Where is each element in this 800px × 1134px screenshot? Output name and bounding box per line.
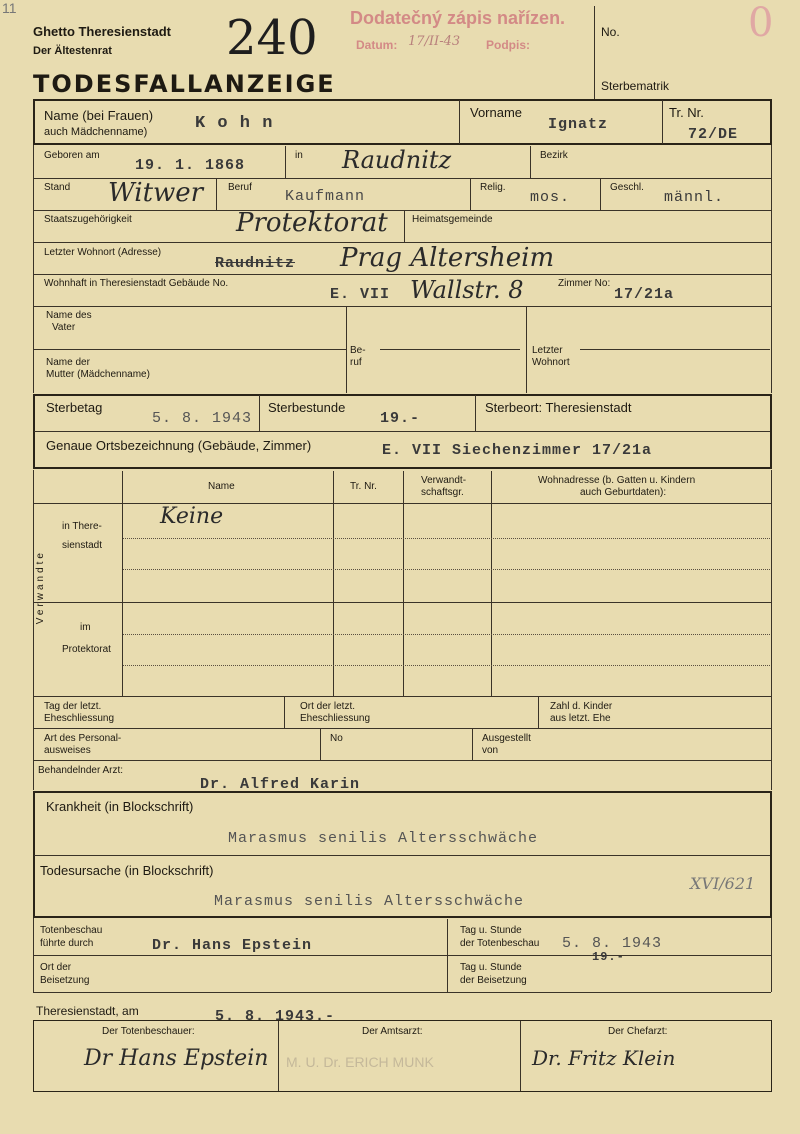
divider [530,146,531,178]
stand-label: Stand [44,182,71,193]
dotted-line [123,665,770,666]
divider [333,471,334,696]
left-border [33,470,34,790]
zimmer-value: 17/21a [614,286,675,303]
row-line [34,431,770,432]
ursache-value: Marasmus senilis Altersschwäche [214,893,525,910]
wohnhaft-label: Wohnhaft in Theresienstadt Gebäude No. [44,278,229,289]
krankheit-label: Krankheit (in Blockschrift) [46,799,194,814]
divider [600,179,601,210]
row-line [33,992,771,993]
divider [284,697,285,728]
dotted-line [123,569,770,570]
stamp-additional-entry: Dodatečný zápis nařízen. [350,8,566,28]
footer-date: 5. 8. 1943.- [215,1008,336,1025]
divider [403,471,404,696]
geboren-label: Geboren am [44,150,100,161]
signature-chefarzt: Dr. Fritz Klein [532,1046,676,1070]
no-label: No. [601,25,620,39]
ort-beisetzung-label-2: Beisetzung [40,975,90,986]
in-label: in [295,150,303,161]
col-trnr: Tr. Nr. [350,481,377,492]
divider [216,179,217,210]
divider [320,729,321,760]
stamp-datum-label: Datum: [356,38,398,52]
tag-beisetzung-label-2: der Beisetzung [460,975,527,986]
divider [404,211,405,242]
stand-value: Witwer [108,178,204,208]
surname-value: K o h n [195,114,274,133]
wohnhaft-value: E. VII [330,286,391,303]
beschau-value: Dr. Hans Epstein [152,937,313,954]
col-verwandt: Verwandt- [421,475,467,486]
tag-beisetzung-label: Tag u. Stunde [460,962,522,973]
vorname-label: Vorname [470,105,523,120]
wohnort-struck: Raudnitz [215,255,296,272]
signature-epstein: Dr Hans Epstein [84,1046,269,1071]
divider [346,307,347,393]
in-there-label: in There- [62,521,102,532]
beschau-label-2: führte durch [40,938,94,949]
bezirk-label: Bezirk [540,150,568,161]
col-wohn: Wohnadresse (b. Gatten u. Kindern [538,475,696,486]
stamp-munk: M. U. Dr. ERICH MUNK [286,1054,434,1070]
ursache-label: Todesursache (in Blockschrift) [40,863,214,878]
row-line [380,349,520,350]
tag-beschau-label-2: der Totenbeschau [460,938,540,949]
stamp-datum-value: 17/II-43 [408,34,461,49]
trnr-value: 72/DE [688,126,739,143]
amtsarzt-label: Der Amtsarzt: [362,1026,423,1037]
row-line [34,855,770,856]
ghetto-name: Ghetto Theresienstadt [33,24,171,39]
ort-beisetzung-label: Ort der [40,962,72,973]
divider [122,471,123,696]
form-title: TODESFALLANZEIGE [33,70,336,98]
header-divider [594,6,595,100]
left-border [33,145,34,393]
divider [278,1021,279,1091]
sterbetag-label: Sterbetag [46,400,103,415]
geschl-value: männl. [664,189,725,206]
name-label: Name (bei Frauen) [44,108,154,123]
corner-number: 11 [2,0,17,16]
keine-value: Keine [160,504,224,529]
dotted-line [123,634,770,635]
tag-beschau-hour: 19.- [592,950,625,964]
krankheit-value: Marasmus senilis Altersschwäche [228,830,539,847]
wohnort-label: Letzter Wohnort (Adresse) [44,247,162,258]
ort-ehe-label: Ort der letzt. [300,701,356,712]
divider [470,179,471,210]
geschl-label: Geschl. [610,182,644,193]
beruf-value: Kaufmann [285,188,366,205]
sterbetag-value: 5. 8. 1943 [152,410,253,427]
tag-beschau-label: Tag u. Stunde [460,925,522,936]
arzt-label: Behandelnder Arzt: [38,765,124,776]
divider [285,146,286,178]
beruf2-label: Be- [350,345,366,356]
wohnort-value: Prag Altersheim [340,243,555,273]
right-border [771,145,772,393]
row-line [33,349,346,350]
tag-beschau-value: 5. 8. 1943 [562,935,663,952]
divider [459,100,460,144]
divider [538,697,539,728]
sterbeort-label: Sterbeort: Theresienstadt [485,400,632,415]
relig-label: Relig. [480,182,506,193]
divider [662,100,663,144]
chefarzt-label: Der Chefarzt: [608,1026,668,1037]
kinder-label-2: aus letzt. Ehe [550,713,611,724]
personal-no-label: No [330,733,343,744]
divider [491,471,492,696]
no-handwritten: 0 [748,0,774,46]
relig-value: mos. [530,189,571,206]
row-line [33,503,771,504]
arzt-value: Dr. Alfred Karin [200,776,361,793]
ausgestellt-label-2: von [482,745,499,756]
geboren-value: 19. 1. 1868 [135,157,246,174]
divider [520,1021,521,1091]
genaue-value: E. VII Siechenzimmer 17/21a [382,442,653,459]
mutter-label-2: Mutter (Mädchenname) [46,369,150,380]
vater-label: Name des [46,310,92,321]
vater-label-2: Vater [52,322,76,333]
staats-value: Protektorat [236,208,388,238]
beruf-label: Beruf [228,182,252,193]
im-label: im [80,622,91,633]
in-there-label-2: sienstadt [62,540,103,551]
personal-label: Art des Personal- [44,733,122,744]
row-line [33,274,771,275]
staats-label: Staatszugehörigkeit [44,214,132,225]
kinder-label: Zahl d. Kinder [550,701,613,712]
sterbematrik-label: Sterbematrik [601,79,670,93]
ehe-label-2: Eheschliessung [44,713,115,724]
divider [472,729,473,760]
genaue-label: Genaue Ortsbezeichnung (Gebäude, Zimmer) [46,438,312,453]
place-label: Theresienstadt, am [36,1004,139,1018]
wohnort2-label: Wohnort [532,357,570,368]
vorname-value: Ignatz [548,116,609,133]
row-line [33,602,771,603]
protektorat-label: Protektorat [62,644,111,655]
personal-label-2: ausweises [44,745,91,756]
row-line [33,955,771,956]
letzter-label: Letzter [532,345,563,356]
wohnhaft-hand: Wallstr. 8 [410,276,524,304]
ehe-label: Tag der letzt. [44,701,102,712]
totenbeschauer-label: Der Totenbeschauer: [102,1026,195,1037]
zimmer-label: Zimmer No: [558,278,611,289]
sterbestunde-value: 19.- [380,410,421,427]
ort-ehe-label-2: Eheschliessung [300,713,371,724]
name-label-2: auch Mädchenname) [44,126,148,138]
right-border [771,470,772,790]
row-line [33,210,771,211]
row-line [33,728,771,729]
ausgestellt-label: Ausgestellt [482,733,531,744]
row-line [33,696,771,697]
council-name: Der Ältestenrat [33,45,112,57]
mutter-label: Name der [46,357,90,368]
trnr-label: Tr. Nr. [669,105,704,120]
handwritten-number: 240 [226,10,318,66]
dotted-line [123,538,770,539]
divider [475,395,476,431]
beruf2-label-2: ruf [350,357,362,368]
divider [259,395,260,431]
row-line [580,349,770,350]
row-line [33,306,771,307]
beschau-label: Totenbeschau [40,925,103,936]
birthplace-value: Raudnitz [342,146,452,174]
heimat-label: Heimatsgemeinde [412,214,493,225]
col-verwandt-2: schaftsgr. [421,487,464,498]
verwandte-side-label: Verwandte [35,550,46,625]
margin-note: XVI/621 [690,874,756,893]
stamp-podpis-label: Podpis: [486,38,530,52]
row-line [33,760,771,761]
right-border [771,918,772,992]
divider [526,307,527,393]
col-name: Name [208,481,235,492]
col-wohn-2: auch Geburtdaten): [580,487,667,498]
sterbestunde-label: Sterbestunde [268,400,346,415]
